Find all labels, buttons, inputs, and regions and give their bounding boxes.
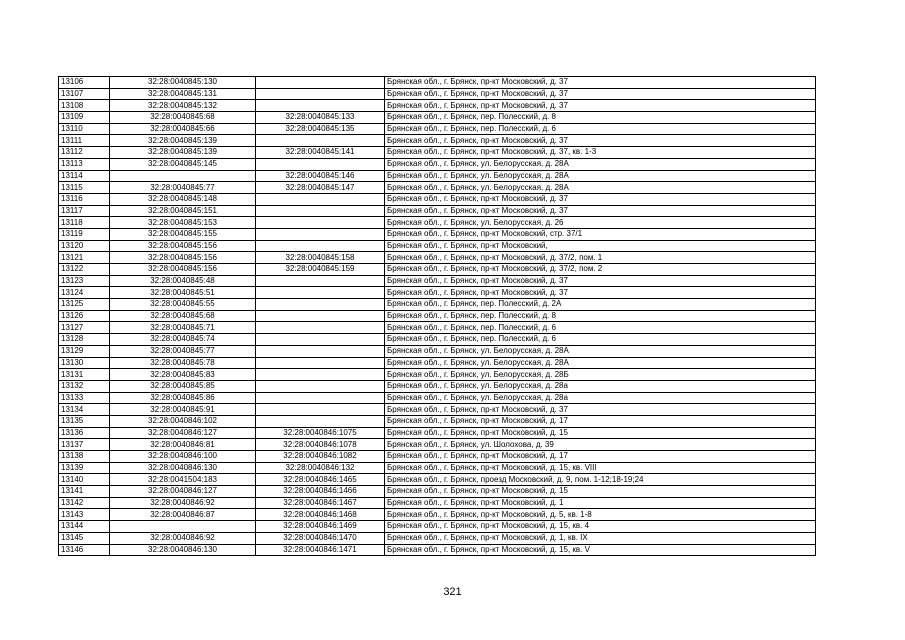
table-row [59, 147, 816, 159]
table-row [59, 415, 816, 427]
cadastral-number-cell: 32:28:0040845:51 [110, 287, 256, 299]
linked-cadastral-number-cell: 32:28:0040845:159 [256, 264, 385, 276]
address-cell: Брянская обл., г. Брянск, пр-кт Московский, д. 37/2, пом. 2 [385, 264, 816, 276]
address-cell: Брянская обл., г. Брянск, пр-кт Московский, д. 5, кв. 1-8 [385, 509, 816, 521]
address-cell: Брянская обл., г. Брянск, пр-кт Московский, д. 15 [385, 427, 816, 439]
address-cell: Брянская обл., г. Брянск, ул. Белорусская, д. 28А [385, 357, 816, 369]
cadastral-number-cell: 32:28:0040845:66 [110, 123, 256, 135]
address-cell: Брянская обл., г. Брянск, ул. Белорусская, д. 26 [385, 217, 816, 229]
linked-cadastral-number-cell: 32:28:0040846:1468 [256, 509, 385, 521]
address-cell: Брянская обл., г. Брянск, пер. Полесский, д. 6 [385, 334, 816, 346]
linked-cadastral-number-cell: 32:28:0040846:1467 [256, 497, 385, 509]
row-number-cell: 13132 [59, 380, 110, 392]
row-number-cell: 13119 [59, 228, 110, 240]
row-number-cell: 13127 [59, 322, 110, 334]
address-cell: Брянская обл., г. Брянск, пр-кт Московский, д. 15, кв. V [385, 544, 816, 556]
linked-cadastral-number-cell [256, 345, 385, 357]
table-row [59, 404, 816, 416]
row-number-cell: 13138 [59, 451, 110, 463]
row-number-cell: 13124 [59, 287, 110, 299]
linked-cadastral-number-cell [256, 88, 385, 100]
table-row [59, 334, 816, 346]
address-cell: Брянская обл., г. Брянск, пр-кт Московский, д. 37 [385, 88, 816, 100]
linked-cadastral-number-cell: 32:28:0040846:132 [256, 462, 385, 474]
linked-cadastral-number-cell [256, 135, 385, 147]
cadastral-number-cell: 32:28:0040846:102 [110, 415, 256, 427]
cadastral-number-cell: 32:28:0040846:127 [110, 486, 256, 498]
cadastral-number-cell: 32:28:0041504:183 [110, 474, 256, 486]
cadastral-number-cell: 32:28:0040845:130 [110, 77, 256, 89]
linked-cadastral-number-cell: 32:28:0040846:1078 [256, 439, 385, 451]
table-row [59, 357, 816, 369]
address-cell: Брянская обл., г. Брянск, пер. Полесский, д. 8 [385, 112, 816, 124]
table-row [59, 299, 816, 311]
row-number-cell: 13122 [59, 264, 110, 276]
table-row [59, 112, 816, 124]
cadastral-number-cell: 32:28:0040845:132 [110, 100, 256, 112]
table-row [59, 264, 816, 276]
table-row [59, 427, 816, 439]
row-number-cell: 13107 [59, 88, 110, 100]
linked-cadastral-number-cell [256, 357, 385, 369]
table-row [59, 158, 816, 170]
cadastral-number-cell: 32:28:0040845:156 [110, 252, 256, 264]
row-number-cell: 13116 [59, 193, 110, 205]
row-number-cell: 13118 [59, 217, 110, 229]
row-number-cell: 13110 [59, 123, 110, 135]
row-number-cell: 13141 [59, 486, 110, 498]
linked-cadastral-number-cell [256, 77, 385, 89]
table-row [59, 275, 816, 287]
cadastral-number-cell: 32:28:0040845:156 [110, 264, 256, 276]
table-row [59, 532, 816, 544]
table-row [59, 497, 816, 509]
linked-cadastral-number-cell [256, 415, 385, 427]
address-cell: Брянская обл., г. Брянск, ул. Белорусская, д. 28а [385, 392, 816, 404]
row-number-cell: 13114 [59, 170, 110, 182]
cadastral-number-cell: 32:28:0040846:130 [110, 462, 256, 474]
cadastral-number-cell: 32:28:0040845:139 [110, 147, 256, 159]
address-cell: Брянская обл., г. Брянск, ул. Белорусская, д. 28А [385, 170, 816, 182]
cadastral-number-cell: 32:28:0040845:91 [110, 404, 256, 416]
row-number-cell: 13143 [59, 509, 110, 521]
linked-cadastral-number-cell [256, 299, 385, 311]
cadastral-number-cell: 32:28:0040845:148 [110, 193, 256, 205]
table-row [59, 544, 816, 556]
address-cell: Брянская обл., г. Брянск, пер. Полесский, д. 6 [385, 123, 816, 135]
row-number-cell: 13111 [59, 135, 110, 147]
row-number-cell: 13136 [59, 427, 110, 439]
address-cell: Брянская обл., г. Брянск, пр-кт Московский, д. 37 [385, 404, 816, 416]
address-cell: Брянская обл., г. Брянск, пр-кт Московский, д. 37 [385, 100, 816, 112]
linked-cadastral-number-cell: 32:28:0040845:146 [256, 170, 385, 182]
cadastral-number-cell: 32:28:0040845:145 [110, 158, 256, 170]
cadastral-number-cell: 32:28:0040845:155 [110, 228, 256, 240]
cadastral-number-cell: 32:28:0040845:151 [110, 205, 256, 217]
cadastral-number-cell [110, 170, 256, 182]
row-number-cell: 13121 [59, 252, 110, 264]
cadastral-number-cell: 32:28:0040846:127 [110, 427, 256, 439]
row-number-cell: 13120 [59, 240, 110, 252]
table-row [59, 486, 816, 498]
address-cell: Брянская обл., г. Брянск, пер. Полесский, д. 8 [385, 310, 816, 322]
row-number-cell: 13146 [59, 544, 110, 556]
linked-cadastral-number-cell [256, 287, 385, 299]
row-number-cell: 13142 [59, 497, 110, 509]
address-cell: Брянская обл., г. Брянск, пр-кт Московский, д. 37 [385, 77, 816, 89]
cadastral-number-cell: 32:28:0040846:81 [110, 439, 256, 451]
address-cell: Брянская обл., г. Брянск, проезд Московский, д. 9, пом. 1-12;18-19;24 [385, 474, 816, 486]
row-number-cell: 13135 [59, 415, 110, 427]
address-cell: Брянская обл., г. Брянск, пр-кт Московский, д. 37 [385, 205, 816, 217]
linked-cadastral-number-cell: 32:28:0040845:135 [256, 123, 385, 135]
table-row [59, 509, 816, 521]
cadastral-number-cell: 32:28:0040845:153 [110, 217, 256, 229]
table-row [59, 310, 816, 322]
linked-cadastral-number-cell [256, 392, 385, 404]
table-row [59, 88, 816, 100]
address-cell: Брянская обл., г. Брянск, пр-кт Московский, д. 17 [385, 451, 816, 463]
address-cell: Брянская обл., г. Брянск, ул. Шолохова, д. 39 [385, 439, 816, 451]
cadastral-number-cell: 32:28:0040845:78 [110, 357, 256, 369]
table-row [59, 439, 816, 451]
row-number-cell: 13128 [59, 334, 110, 346]
linked-cadastral-number-cell [256, 158, 385, 170]
row-number-cell: 13133 [59, 392, 110, 404]
cadastral-table [58, 76, 816, 556]
table-row [59, 380, 816, 392]
table-body [59, 77, 816, 556]
cadastral-number-cell [110, 521, 256, 533]
address-cell: Брянская обл., г. Брянск, пр-кт Московский, д. 15 [385, 486, 816, 498]
linked-cadastral-number-cell: 32:28:0040846:1466 [256, 486, 385, 498]
address-cell: Брянская обл., г. Брянск, пр-кт Московский, стр. 37/1 [385, 228, 816, 240]
address-cell: Брянская обл., г. Брянск, ул. Белорусская, д. 28А [385, 158, 816, 170]
table-row [59, 77, 816, 89]
row-number-cell: 13108 [59, 100, 110, 112]
cadastral-number-cell: 32:28:0040845:86 [110, 392, 256, 404]
cadastral-number-cell: 32:28:0040846:130 [110, 544, 256, 556]
table-row [59, 205, 816, 217]
linked-cadastral-number-cell [256, 334, 385, 346]
address-cell: Брянская обл., г. Брянск, пр-кт Московский, [385, 240, 816, 252]
row-number-cell: 13125 [59, 299, 110, 311]
address-cell: Брянская обл., г. Брянск, пр-кт Московский, д. 37/2, пом. 1 [385, 252, 816, 264]
linked-cadastral-number-cell: 32:28:0040846:1075 [256, 427, 385, 439]
address-cell: Брянская обл., г. Брянск, пр-кт Московский, д. 37 [385, 193, 816, 205]
address-cell: Брянская обл., г. Брянск, пер. Полесский, д. 6 [385, 322, 816, 334]
row-number-cell: 13139 [59, 462, 110, 474]
linked-cadastral-number-cell: 32:28:0040846:1082 [256, 451, 385, 463]
row-number-cell: 13112 [59, 147, 110, 159]
row-number-cell: 13131 [59, 369, 110, 381]
cadastral-number-cell: 32:28:0040845:68 [110, 112, 256, 124]
row-number-cell: 13109 [59, 112, 110, 124]
linked-cadastral-number-cell: 32:28:0040846:1465 [256, 474, 385, 486]
table-row [59, 135, 816, 147]
row-number-cell: 13115 [59, 182, 110, 194]
linked-cadastral-number-cell [256, 369, 385, 381]
row-number-cell: 13130 [59, 357, 110, 369]
table-row [59, 252, 816, 264]
cadastral-number-cell: 32:28:0040845:71 [110, 322, 256, 334]
row-number-cell: 13117 [59, 205, 110, 217]
linked-cadastral-number-cell [256, 322, 385, 334]
row-number-cell: 13126 [59, 310, 110, 322]
cadastral-number-cell: 32:28:0040845:139 [110, 135, 256, 147]
address-cell: Брянская обл., г. Брянск, пр-кт Московский, д. 1, кв. IX [385, 532, 816, 544]
table-row [59, 182, 816, 194]
cadastral-number-cell: 32:28:0040846:100 [110, 451, 256, 463]
row-number-cell: 13137 [59, 439, 110, 451]
address-cell: Брянская обл., г. Брянск, ул. Белорусская, д. 28А [385, 182, 816, 194]
linked-cadastral-number-cell [256, 275, 385, 287]
cadastral-number-cell: 32:28:0040846:92 [110, 497, 256, 509]
cadastral-number-cell: 32:28:0040845:156 [110, 240, 256, 252]
table-row [59, 193, 816, 205]
cadastral-number-cell: 32:28:0040845:131 [110, 88, 256, 100]
table-row [59, 369, 816, 381]
row-number-cell: 13144 [59, 521, 110, 533]
linked-cadastral-number-cell: 32:28:0040846:1470 [256, 532, 385, 544]
table-row [59, 170, 816, 182]
table-row [59, 287, 816, 299]
linked-cadastral-number-cell: 32:28:0040845:158 [256, 252, 385, 264]
address-cell: Брянская обл., г. Брянск, пр-кт Московский, д. 37 [385, 275, 816, 287]
cadastral-number-cell: 32:28:0040845:48 [110, 275, 256, 287]
cadastral-number-cell: 32:28:0040846:92 [110, 532, 256, 544]
address-cell: Брянская обл., г. Брянск, пр-кт Московский, д. 37, кв. 1-3 [385, 147, 816, 159]
linked-cadastral-number-cell: 32:28:0040846:1471 [256, 544, 385, 556]
address-cell: Брянская обл., г. Брянск, пер. Полесский, д. 2А [385, 299, 816, 311]
linked-cadastral-number-cell [256, 205, 385, 217]
cadastral-number-cell: 32:28:0040845:77 [110, 182, 256, 194]
row-number-cell: 13134 [59, 404, 110, 416]
row-number-cell: 13140 [59, 474, 110, 486]
table-row [59, 100, 816, 112]
page-number: 321 [443, 586, 462, 598]
address-cell: Брянская обл., г. Брянск, пр-кт Московский, д. 1 [385, 497, 816, 509]
row-number-cell: 13145 [59, 532, 110, 544]
address-cell: Брянская обл., г. Брянск, пр-кт Московский, д. 15, кв. VIII [385, 462, 816, 474]
table-row [59, 123, 816, 135]
table-row [59, 240, 816, 252]
table-row [59, 451, 816, 463]
linked-cadastral-number-cell [256, 380, 385, 392]
linked-cadastral-number-cell [256, 228, 385, 240]
cadastral-number-cell: 32:28:0040845:55 [110, 299, 256, 311]
table-row [59, 474, 816, 486]
linked-cadastral-number-cell: 32:28:0040845:133 [256, 112, 385, 124]
linked-cadastral-number-cell [256, 240, 385, 252]
linked-cadastral-number-cell: 32:28:0040846:1469 [256, 521, 385, 533]
address-cell: Брянская обл., г. Брянск, ул. Белорусская, д. 28А [385, 345, 816, 357]
linked-cadastral-number-cell [256, 310, 385, 322]
cadastral-number-cell: 32:28:0040846:87 [110, 509, 256, 521]
cadastral-number-cell: 32:28:0040845:74 [110, 334, 256, 346]
row-number-cell: 13106 [59, 77, 110, 89]
cadastral-number-cell: 32:28:0040845:83 [110, 369, 256, 381]
linked-cadastral-number-cell: 32:28:0040845:147 [256, 182, 385, 194]
table-row [59, 345, 816, 357]
cadastral-number-cell: 32:28:0040845:68 [110, 310, 256, 322]
table-row [59, 392, 816, 404]
address-cell: Брянская обл., г. Брянск, ул. Белорусская, д. 28Б [385, 369, 816, 381]
table-row [59, 462, 816, 474]
address-cell: Брянская обл., г. Брянск, пр-кт Московский, д. 37 [385, 287, 816, 299]
linked-cadastral-number-cell [256, 404, 385, 416]
table-row [59, 521, 816, 533]
linked-cadastral-number-cell: 32:28:0040845:141 [256, 147, 385, 159]
address-cell: Брянская обл., г. Брянск, пр-кт Московский, д. 37 [385, 135, 816, 147]
cadastral-number-cell: 32:28:0040845:85 [110, 380, 256, 392]
address-cell: Брянская обл., г. Брянск, ул. Белорусская, д. 28а [385, 380, 816, 392]
linked-cadastral-number-cell [256, 100, 385, 112]
table-row [59, 228, 816, 240]
row-number-cell: 13129 [59, 345, 110, 357]
row-number-cell: 13113 [59, 158, 110, 170]
table-row [59, 217, 816, 229]
linked-cadastral-number-cell [256, 193, 385, 205]
cadastral-number-cell: 32:28:0040845:77 [110, 345, 256, 357]
table-row [59, 322, 816, 334]
address-cell: Брянская обл., г. Брянск, пр-кт Московский, д. 17 [385, 415, 816, 427]
address-cell: Брянская обл., г. Брянск, пр-кт Московский, д. 15, кв. 4 [385, 521, 816, 533]
linked-cadastral-number-cell [256, 217, 385, 229]
row-number-cell: 13123 [59, 275, 110, 287]
